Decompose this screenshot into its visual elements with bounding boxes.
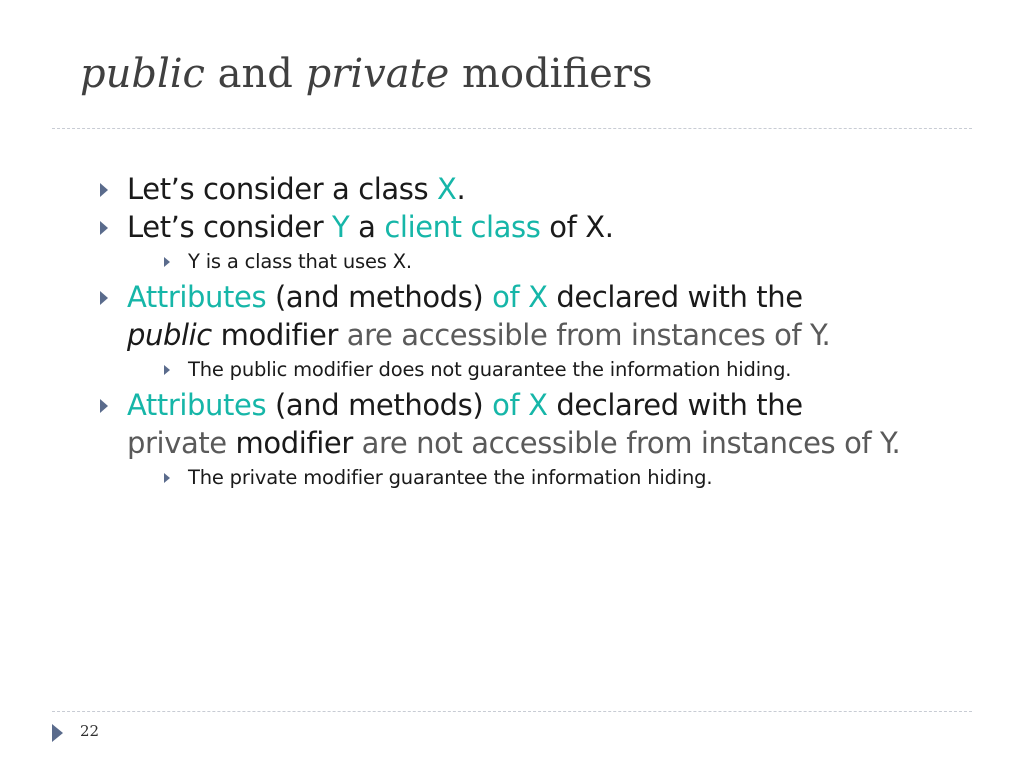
client-class-highlight: client class xyxy=(384,210,541,244)
sub-bullet-text: The public modifier does not guarantee the information hiding. xyxy=(188,358,792,381)
triangle-right-icon xyxy=(164,473,170,483)
sub-bullet-text: The private modifier guarantee the information hiding. xyxy=(188,466,713,489)
footer-triangle-icon xyxy=(52,724,63,742)
bullet-text: (and methods) xyxy=(266,280,493,314)
triangle-right-icon xyxy=(100,221,108,235)
sub-bullet-text: Y is a class that uses X. xyxy=(188,250,412,273)
class-x-highlight: X xyxy=(437,172,457,206)
bullet-text: modifier xyxy=(211,318,338,352)
of-x-highlight: of X xyxy=(492,280,548,314)
attributes-highlight: Attributes xyxy=(127,388,267,422)
triangle-right-icon xyxy=(100,291,108,305)
title-divider xyxy=(52,128,972,129)
title-public: public xyxy=(80,51,205,97)
bullet-text: modifier xyxy=(226,426,353,460)
bullet-consider-class-x xyxy=(96,170,1016,208)
bullet-continuation xyxy=(127,316,1016,354)
private-keyword: private xyxy=(127,426,227,460)
bullet-text: of X. xyxy=(540,210,614,244)
footer-divider xyxy=(52,711,972,712)
title-modifiers: modifiers xyxy=(449,51,653,97)
bullet-text: . xyxy=(456,172,466,206)
triangle-right-icon xyxy=(100,399,108,413)
slide-title xyxy=(80,52,652,96)
slide-content xyxy=(96,170,1016,494)
bullet-text: declared with the xyxy=(547,388,803,422)
sub-bullet-public-no-hiding xyxy=(96,358,1016,382)
bullet-text: Let’s consider xyxy=(127,210,333,244)
class-y-highlight: Y xyxy=(332,210,350,244)
bullet-continuation xyxy=(127,424,1016,462)
bullet-text: a xyxy=(349,210,385,244)
page-number: 22 xyxy=(80,722,100,740)
bullet-text-muted: are not accessible from instances of Y. xyxy=(352,426,901,460)
title-and: and xyxy=(204,51,306,97)
triangle-right-icon xyxy=(164,257,170,267)
attributes-highlight: Attributes xyxy=(127,280,267,314)
bullet-public-accessible xyxy=(96,278,1016,354)
public-keyword: public xyxy=(127,318,212,352)
bullet-text: Let’s consider a class xyxy=(127,172,438,206)
of-x-highlight: of X xyxy=(492,388,548,422)
bullet-text: declared with the xyxy=(547,280,803,314)
triangle-right-icon xyxy=(100,183,108,197)
sub-bullet-private-hiding xyxy=(96,466,1016,490)
bullet-text-muted: are accessible from instances of Y. xyxy=(337,318,831,352)
triangle-right-icon xyxy=(164,365,170,375)
bullet-consider-client-class xyxy=(96,208,1016,246)
bullet-text: (and methods) xyxy=(266,388,493,422)
bullet-private-not-accessible xyxy=(96,386,1016,462)
sub-bullet-y-uses-x xyxy=(96,250,1016,274)
title-private: private xyxy=(305,51,450,97)
